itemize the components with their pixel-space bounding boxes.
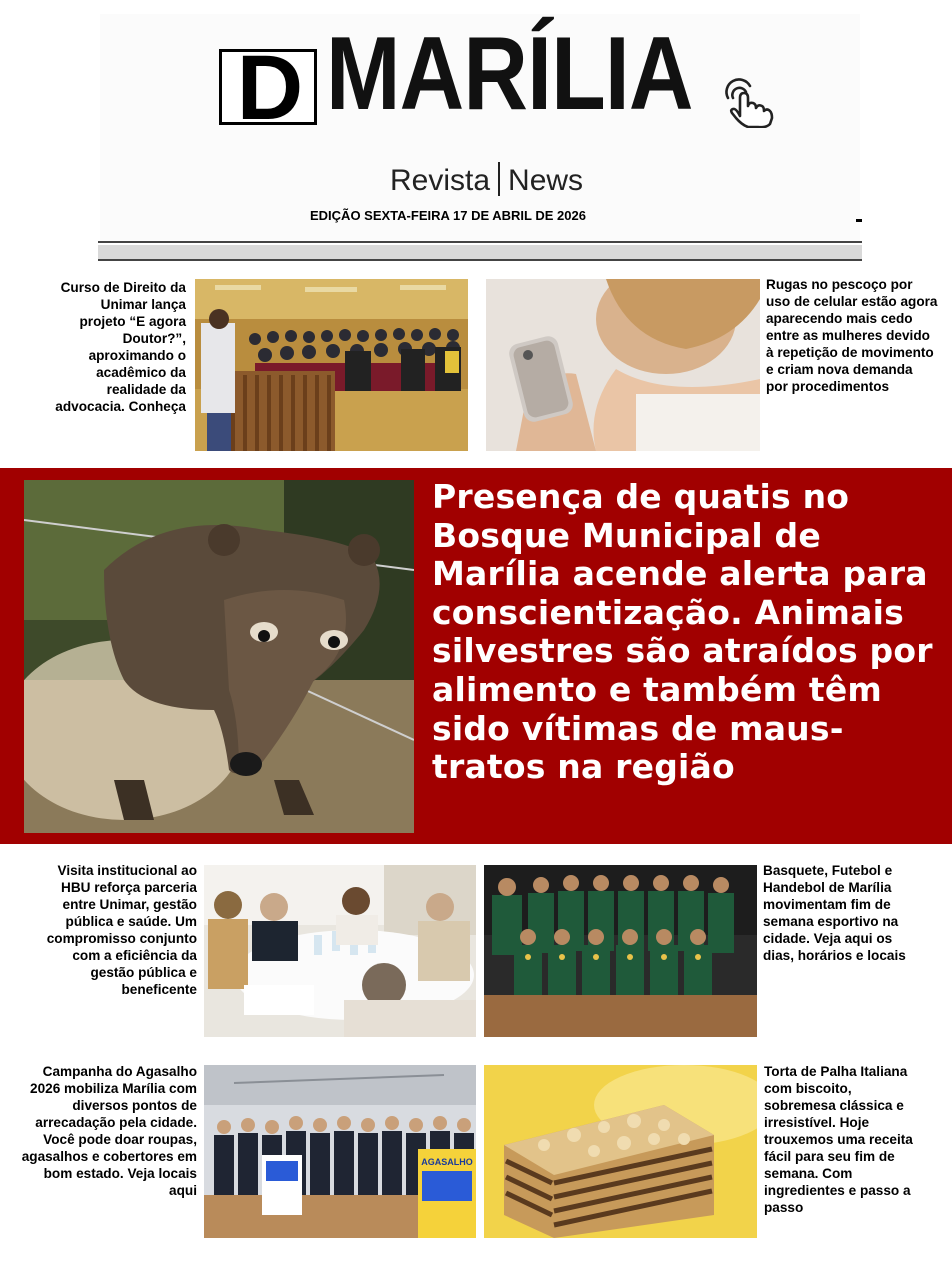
- story-agasalho-image[interactable]: [204, 1065, 476, 1238]
- subtitle-divider: [498, 162, 500, 196]
- masthead-rule: [98, 259, 862, 261]
- story-hbu-text[interactable]: Visita institucional ao HBU reforça parceria entre Unimar, gestão pública e saúde. Um compromisso conjunto com a eficiência da gestão pública e beneficente: [46, 863, 197, 997]
- logo-d-box[interactable]: [219, 37, 317, 139]
- campaign-sign: AGASALHO: [421, 1157, 473, 1167]
- brand-title[interactable]: MARÍLIA: [326, 16, 693, 132]
- edition-tick: [856, 219, 862, 222]
- story-agasalho-text[interactable]: Campanha do Agasalho 2026 mobiliza Marília com diversos pontos de arrecadação pela cidade. Você pode doar roupas, agasalhos e cobertores em bom estado. Veja locais aqui: [21, 1064, 197, 1198]
- logo-letter: D: [236, 37, 300, 139]
- story-direito-image[interactable]: [195, 279, 468, 451]
- masthead-subtitle: [390, 162, 583, 196]
- story-esportes-image[interactable]: [484, 865, 757, 1037]
- story-rugas-image[interactable]: [486, 279, 760, 451]
- masthead-rule-band: [98, 245, 862, 259]
- tap-hand-icon: [722, 76, 778, 128]
- story-hbu-image[interactable]: [204, 865, 476, 1037]
- story-direito-text[interactable]: Curso de Direito da Unimar lança projeto “E agora Doutor?”, aproximando o acadêmico da realidade da advocacia. Conheça: [55, 280, 186, 414]
- edition-date: EDIÇÃO SEXTA-FEIRA 17 DE ABRIL DE 2026: [310, 208, 586, 223]
- story-torta-image[interactable]: [484, 1065, 757, 1238]
- subtitle-news: News: [508, 164, 584, 197]
- story-rugas-text[interactable]: Rugas no pescoço por uso de celular estão agora aparecendo mais cedo entre as mulheres devido à repetição de movimento e criam nova demanda por procedimentos: [766, 277, 938, 394]
- story-torta-text[interactable]: Torta de Palha Italiana com biscoito, sobremesa clássica e irresistível. Hoje trouxemos uma receita fácil para seu fim de semana. Com ingredientes e passo a passo: [764, 1064, 913, 1215]
- feature-quati-image[interactable]: [24, 480, 414, 833]
- masthead-rule: [98, 241, 862, 243]
- story-esportes-text[interactable]: Basquete, Futebol e Handebol de Marília movimentam fim de semana esportivo na cidade. Veja aqui os dias, horários e locais: [763, 863, 906, 963]
- subtitle-revista: Revista: [390, 164, 491, 197]
- feature-headline[interactable]: Presença de quatis no Bosque Municipal de Marília acende alerta para conscientização. Animais silvestres são atraídos por alimento e também têm sido vítimas de maus-tratos na região: [432, 477, 933, 787]
